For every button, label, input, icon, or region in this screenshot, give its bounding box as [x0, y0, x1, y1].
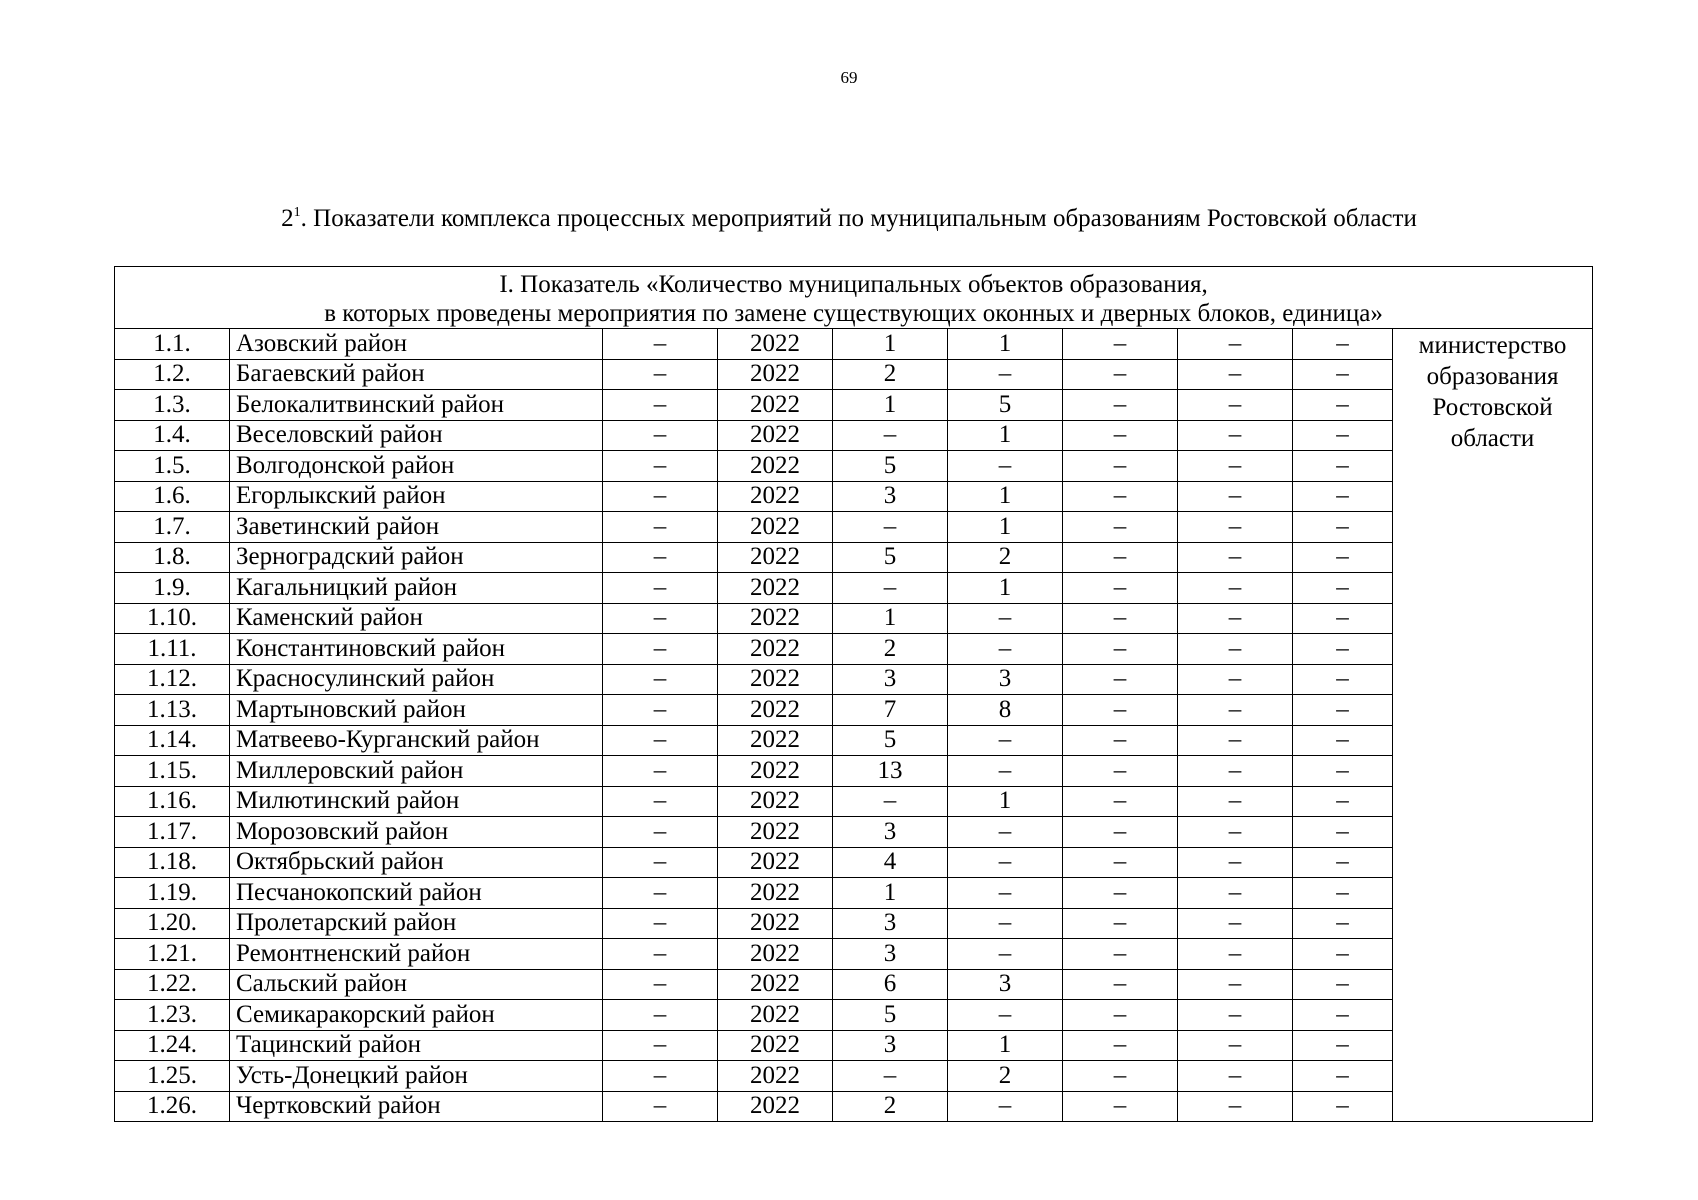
value-col3: –	[833, 1061, 948, 1092]
year: 2022	[718, 542, 833, 573]
year: 2022	[718, 481, 833, 512]
year: 2022	[718, 786, 833, 817]
title-text: . Показатели комплекса процессных мероприятий по муниципальным образованиям Ростовской области	[300, 205, 1417, 232]
value-col1: –	[603, 329, 718, 360]
value-col1: –	[603, 756, 718, 787]
value-col4: –	[948, 756, 1063, 787]
value-col1: –	[603, 451, 718, 482]
value-col5: –	[1063, 603, 1178, 634]
district-name: Семикаракорский район	[230, 1000, 603, 1031]
value-col4: –	[948, 451, 1063, 482]
value-col3: 3	[833, 908, 948, 939]
value-col6: –	[1178, 878, 1293, 909]
value-col7: –	[1293, 847, 1393, 878]
value-col3: 1	[833, 329, 948, 360]
indicator-header-line2: в которых проведены мероприятия по замене существующих оконных и дверных блоков, единица»	[324, 299, 1383, 327]
value-col6: –	[1178, 725, 1293, 756]
responsible-executor	[1393, 329, 1593, 1122]
value-col6: –	[1178, 329, 1293, 360]
value-col1: –	[603, 878, 718, 909]
value-col1: –	[603, 1000, 718, 1031]
table-row	[115, 817, 1593, 848]
value-col5: –	[1063, 969, 1178, 1000]
district-name: Матвеево-Курганский район	[230, 725, 603, 756]
responsible-line3: Ростовской	[1432, 394, 1553, 421]
value-col3: 3	[833, 664, 948, 695]
value-col1: –	[603, 1061, 718, 1092]
year: 2022	[718, 1061, 833, 1092]
row-number: 1.11.	[115, 634, 230, 665]
value-col3: 2	[833, 634, 948, 665]
value-col3: –	[833, 786, 948, 817]
title-prefix: 2	[281, 205, 294, 232]
year: 2022	[718, 878, 833, 909]
value-col7: –	[1293, 451, 1393, 482]
row-number: 1.12.	[115, 664, 230, 695]
value-col5: –	[1063, 512, 1178, 543]
value-col5: –	[1063, 1091, 1178, 1122]
year: 2022	[718, 634, 833, 665]
value-col3: 3	[833, 939, 948, 970]
value-col4: 1	[948, 573, 1063, 604]
value-col6: –	[1178, 939, 1293, 970]
value-col4: 3	[948, 969, 1063, 1000]
table-row	[115, 573, 1593, 604]
value-col6: –	[1178, 359, 1293, 390]
row-number: 1.8.	[115, 542, 230, 573]
value-col6: –	[1178, 695, 1293, 726]
value-col1: –	[603, 634, 718, 665]
row-number: 1.19.	[115, 878, 230, 909]
value-col1: –	[603, 573, 718, 604]
year: 2022	[718, 359, 833, 390]
district-name: Волгодонской район	[230, 451, 603, 482]
value-col5: –	[1063, 756, 1178, 787]
table-row	[115, 1000, 1593, 1031]
indicator-table	[114, 266, 1593, 1122]
table-row	[115, 1061, 1593, 1092]
value-col4: –	[948, 939, 1063, 970]
value-col3: 5	[833, 725, 948, 756]
table-row	[115, 420, 1593, 451]
year: 2022	[718, 939, 833, 970]
responsible-line1: министерство	[1418, 332, 1567, 359]
responsible-line2: образования	[1426, 363, 1559, 390]
table-row	[115, 329, 1593, 360]
district-name: Усть-Донецкий район	[230, 1061, 603, 1092]
row-number: 1.18.	[115, 847, 230, 878]
page-number: 69	[840, 68, 858, 87]
row-number: 1.10.	[115, 603, 230, 634]
value-col7: –	[1293, 908, 1393, 939]
value-col7: –	[1293, 1000, 1393, 1031]
table-row	[115, 664, 1593, 695]
table-row	[115, 512, 1593, 543]
value-col6: –	[1178, 451, 1293, 482]
value-col5: –	[1063, 664, 1178, 695]
value-col5: –	[1063, 1061, 1178, 1092]
value-col1: –	[603, 481, 718, 512]
row-number: 1.17.	[115, 817, 230, 848]
indicator-header	[115, 267, 1593, 329]
table-row	[115, 786, 1593, 817]
value-col3: 1	[833, 878, 948, 909]
value-col3: –	[833, 512, 948, 543]
value-col7: –	[1293, 390, 1393, 421]
table-row	[115, 1091, 1593, 1122]
year: 2022	[718, 420, 833, 451]
value-col6: –	[1178, 512, 1293, 543]
row-number: 1.22.	[115, 969, 230, 1000]
value-col4: –	[948, 359, 1063, 390]
district-name: Песчанокопский район	[230, 878, 603, 909]
row-number: 1.9.	[115, 573, 230, 604]
value-col3: 3	[833, 817, 948, 848]
value-col1: –	[603, 847, 718, 878]
value-col3: 2	[833, 1091, 948, 1122]
year: 2022	[718, 817, 833, 848]
value-col7: –	[1293, 786, 1393, 817]
year: 2022	[718, 1091, 833, 1122]
row-number: 1.24.	[115, 1030, 230, 1061]
table-row	[115, 725, 1593, 756]
value-col4: 1	[948, 1030, 1063, 1061]
value-col5: –	[1063, 725, 1178, 756]
row-number: 1.1.	[115, 329, 230, 360]
value-col4: 1	[948, 420, 1063, 451]
district-name: Пролетарский район	[230, 908, 603, 939]
value-col7: –	[1293, 664, 1393, 695]
value-col6: –	[1178, 817, 1293, 848]
value-col3: 5	[833, 451, 948, 482]
value-col7: –	[1293, 420, 1393, 451]
value-col4: 1	[948, 481, 1063, 512]
value-col6: –	[1178, 756, 1293, 787]
table-row	[115, 939, 1593, 970]
year: 2022	[718, 664, 833, 695]
responsible-line4: области	[1450, 425, 1535, 452]
value-col7: –	[1293, 573, 1393, 604]
table-row	[115, 969, 1593, 1000]
value-col4: –	[948, 908, 1063, 939]
row-number: 1.3.	[115, 390, 230, 421]
value-col6: –	[1178, 634, 1293, 665]
indicator-header-line1: I. Показатель «Количество муниципальных объектов образования,	[499, 270, 1208, 298]
district-name: Веселовский район	[230, 420, 603, 451]
value-col5: –	[1063, 481, 1178, 512]
value-col1: –	[603, 969, 718, 1000]
row-number: 1.16.	[115, 786, 230, 817]
year: 2022	[718, 969, 833, 1000]
row-number: 1.4.	[115, 420, 230, 451]
value-col6: –	[1178, 390, 1293, 421]
value-col4: 8	[948, 695, 1063, 726]
value-col1: –	[603, 664, 718, 695]
row-number: 1.13.	[115, 695, 230, 726]
value-col5: –	[1063, 1000, 1178, 1031]
year: 2022	[718, 847, 833, 878]
year: 2022	[718, 695, 833, 726]
value-col7: –	[1293, 695, 1393, 726]
value-col1: –	[603, 908, 718, 939]
value-col6: –	[1178, 664, 1293, 695]
value-col4: –	[948, 1091, 1063, 1122]
table-row	[115, 481, 1593, 512]
value-col6: –	[1178, 420, 1293, 451]
value-col1: –	[603, 817, 718, 848]
document-title	[0, 204, 1698, 234]
value-col5: –	[1063, 634, 1178, 665]
district-name: Кагальницкий район	[230, 573, 603, 604]
value-col4: –	[948, 847, 1063, 878]
value-col4: 2	[948, 542, 1063, 573]
year: 2022	[718, 329, 833, 360]
value-col7: –	[1293, 878, 1393, 909]
value-col5: –	[1063, 329, 1178, 360]
table-row	[115, 908, 1593, 939]
value-col7: –	[1293, 939, 1393, 970]
value-col4: –	[948, 725, 1063, 756]
value-col7: –	[1293, 512, 1393, 543]
value-col3: –	[833, 573, 948, 604]
table-row	[115, 542, 1593, 573]
table-row	[115, 390, 1593, 421]
value-col1: –	[603, 420, 718, 451]
row-number: 1.25.	[115, 1061, 230, 1092]
value-col3: 3	[833, 481, 948, 512]
district-name: Ремонтненский район	[230, 939, 603, 970]
value-col3: 1	[833, 603, 948, 634]
year: 2022	[718, 1000, 833, 1031]
value-col7: –	[1293, 481, 1393, 512]
district-name: Октябрьский район	[230, 847, 603, 878]
value-col7: –	[1293, 1030, 1393, 1061]
value-col6: –	[1178, 542, 1293, 573]
value-col1: –	[603, 542, 718, 573]
value-col1: –	[603, 786, 718, 817]
district-name: Азовский район	[230, 329, 603, 360]
value-col4: 5	[948, 390, 1063, 421]
row-number: 1.21.	[115, 939, 230, 970]
value-col5: –	[1063, 1030, 1178, 1061]
year: 2022	[718, 603, 833, 634]
row-number: 1.14.	[115, 725, 230, 756]
value-col5: –	[1063, 542, 1178, 573]
value-col4: –	[948, 878, 1063, 909]
year: 2022	[718, 756, 833, 787]
value-col6: –	[1178, 481, 1293, 512]
value-col6: –	[1178, 847, 1293, 878]
year: 2022	[718, 573, 833, 604]
value-col4: –	[948, 634, 1063, 665]
district-name: Тацинский район	[230, 1030, 603, 1061]
value-col7: –	[1293, 756, 1393, 787]
value-col7: –	[1293, 969, 1393, 1000]
value-col6: –	[1178, 1061, 1293, 1092]
value-col7: –	[1293, 634, 1393, 665]
district-name: Мартыновский район	[230, 695, 603, 726]
year: 2022	[718, 1030, 833, 1061]
value-col1: –	[603, 390, 718, 421]
value-col6: –	[1178, 1030, 1293, 1061]
value-col1: –	[603, 1091, 718, 1122]
value-col3: –	[833, 420, 948, 451]
value-col7: –	[1293, 1091, 1393, 1122]
row-number: 1.20.	[115, 908, 230, 939]
value-col6: –	[1178, 603, 1293, 634]
value-col6: –	[1178, 1091, 1293, 1122]
table-row	[115, 756, 1593, 787]
row-number: 1.23.	[115, 1000, 230, 1031]
value-col6: –	[1178, 908, 1293, 939]
value-col4: –	[948, 1000, 1063, 1031]
value-col6: –	[1178, 786, 1293, 817]
row-number: 1.15.	[115, 756, 230, 787]
value-col1: –	[603, 725, 718, 756]
value-col7: –	[1293, 817, 1393, 848]
value-col4: 2	[948, 1061, 1063, 1092]
value-col5: –	[1063, 817, 1178, 848]
value-col1: –	[603, 603, 718, 634]
table-row	[115, 451, 1593, 482]
value-col1: –	[603, 512, 718, 543]
district-name: Константиновский район	[230, 634, 603, 665]
value-col5: –	[1063, 939, 1178, 970]
indicator-header-row	[115, 267, 1593, 329]
value-col3: 4	[833, 847, 948, 878]
value-col4: 1	[948, 786, 1063, 817]
value-col7: –	[1293, 359, 1393, 390]
value-col5: –	[1063, 420, 1178, 451]
district-name: Зерноградский район	[230, 542, 603, 573]
value-col5: –	[1063, 451, 1178, 482]
district-name: Красносулинский район	[230, 664, 603, 695]
table-row	[115, 695, 1593, 726]
value-col5: –	[1063, 359, 1178, 390]
district-name: Морозовский район	[230, 817, 603, 848]
row-number: 1.26.	[115, 1091, 230, 1122]
value-col4: –	[948, 817, 1063, 848]
year: 2022	[718, 908, 833, 939]
table-row	[115, 878, 1593, 909]
value-col5: –	[1063, 695, 1178, 726]
value-col4: –	[948, 603, 1063, 634]
year: 2022	[718, 390, 833, 421]
value-col1: –	[603, 695, 718, 726]
district-name: Сальский район	[230, 969, 603, 1000]
table-row	[115, 847, 1593, 878]
table-row	[115, 603, 1593, 634]
value-col7: –	[1293, 329, 1393, 360]
value-col7: –	[1293, 725, 1393, 756]
row-number: 1.6.	[115, 481, 230, 512]
table-row	[115, 634, 1593, 665]
value-col5: –	[1063, 847, 1178, 878]
value-col5: –	[1063, 878, 1178, 909]
district-name: Каменский район	[230, 603, 603, 634]
district-name: Миллеровский район	[230, 756, 603, 787]
value-col3: 13	[833, 756, 948, 787]
district-name: Милютинский район	[230, 786, 603, 817]
title-superscript: 1	[293, 205, 301, 220]
district-name: Чертковский район	[230, 1091, 603, 1122]
value-col6: –	[1178, 969, 1293, 1000]
value-col5: –	[1063, 786, 1178, 817]
value-col6: –	[1178, 573, 1293, 604]
value-col6: –	[1178, 1000, 1293, 1031]
district-name: Заветинский район	[230, 512, 603, 543]
value-col1: –	[603, 1030, 718, 1061]
district-name: Багаевский район	[230, 359, 603, 390]
year: 2022	[718, 451, 833, 482]
value-col3: 6	[833, 969, 948, 1000]
value-col3: 5	[833, 1000, 948, 1031]
district-name: Белокалитвинский район	[230, 390, 603, 421]
value-col3: 5	[833, 542, 948, 573]
value-col3: 7	[833, 695, 948, 726]
value-col5: –	[1063, 573, 1178, 604]
district-name: Егорлыкский район	[230, 481, 603, 512]
value-col1: –	[603, 939, 718, 970]
value-col4: 3	[948, 664, 1063, 695]
row-number: 1.5.	[115, 451, 230, 482]
value-col1: –	[603, 359, 718, 390]
year: 2022	[718, 512, 833, 543]
row-number: 1.2.	[115, 359, 230, 390]
value-col5: –	[1063, 390, 1178, 421]
year: 2022	[718, 725, 833, 756]
value-col5: –	[1063, 908, 1178, 939]
value-col3: 3	[833, 1030, 948, 1061]
value-col3: 2	[833, 359, 948, 390]
row-number: 1.7.	[115, 512, 230, 543]
table-row	[115, 359, 1593, 390]
value-col4: 1	[948, 329, 1063, 360]
table-row	[115, 1030, 1593, 1061]
value-col7: –	[1293, 1061, 1393, 1092]
value-col7: –	[1293, 603, 1393, 634]
value-col4: 1	[948, 512, 1063, 543]
value-col7: –	[1293, 542, 1393, 573]
value-col3: 1	[833, 390, 948, 421]
